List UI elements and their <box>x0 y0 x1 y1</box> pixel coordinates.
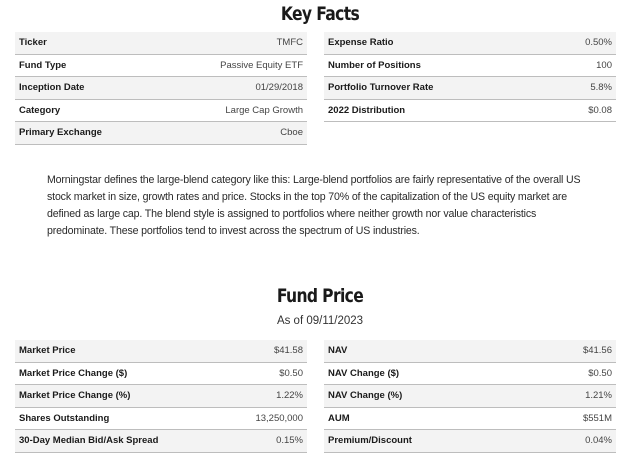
row-label: Number of Positions <box>328 59 421 71</box>
row-label: Premium/Discount <box>328 435 412 447</box>
row-label: AUM <box>328 412 350 424</box>
row-value: 5.8% <box>590 82 612 94</box>
row-label: Portfolio Turnover Rate <box>328 82 434 94</box>
table-row <box>15 363 307 386</box>
table-row <box>324 363 616 386</box>
table-row <box>15 122 307 145</box>
row-label: Fund Type <box>19 59 67 71</box>
row-label: Market Price Change (%) <box>19 390 131 402</box>
table-row <box>15 55 307 78</box>
row-value: 0.04% <box>585 435 612 447</box>
table-row <box>324 32 616 55</box>
table-row <box>15 100 307 123</box>
key-facts-right-table <box>324 32 616 122</box>
row-value: Large Cap Growth <box>225 104 303 116</box>
row-value: $0.50 <box>279 367 303 379</box>
row-value: $0.50 <box>588 367 612 379</box>
fund-price-title: Fund Price <box>276 285 364 307</box>
table-row <box>15 340 307 363</box>
table-row <box>15 408 307 431</box>
row-value: Cboe <box>280 127 303 139</box>
row-label: Inception Date <box>19 82 85 94</box>
row-label: Shares Outstanding <box>19 412 110 424</box>
row-label: NAV <box>328 345 348 357</box>
row-value: $41.56 <box>582 345 612 357</box>
table-row <box>324 55 616 78</box>
row-label: 2022 Distribution <box>328 104 406 116</box>
row-value: 1.21% <box>585 390 612 402</box>
table-row <box>324 77 616 100</box>
table-row <box>324 430 616 453</box>
row-value: $41.58 <box>273 345 303 357</box>
row-value: 0.15% <box>276 435 303 447</box>
row-label: Expense Ratio <box>328 37 394 49</box>
table-row <box>324 408 616 431</box>
row-value: 0.50% <box>585 37 612 49</box>
row-value: 100 <box>596 59 612 71</box>
row-label: NAV Change ($) <box>328 367 400 379</box>
as-of-date: As of 09/11/2023 <box>276 315 364 327</box>
row-label: Market Price Change ($) <box>19 367 128 379</box>
row-label: Category <box>19 104 61 116</box>
row-value: 13,250,000 <box>255 412 303 424</box>
row-label: Ticker <box>19 37 47 49</box>
fund-price-left-table <box>15 340 307 453</box>
table-row <box>15 32 307 55</box>
table-row <box>324 340 616 363</box>
key-facts-title: Key Facts <box>280 3 360 25</box>
fund-price-right-table <box>324 340 616 453</box>
table-row <box>324 385 616 408</box>
table-row <box>324 100 616 123</box>
row-label: Market Price <box>19 345 76 357</box>
row-value: 01/29/2018 <box>255 82 303 94</box>
row-value: 1.22% <box>276 390 303 402</box>
row-value: TMFC <box>276 37 303 49</box>
table-row <box>15 385 307 408</box>
row-label: Primary Exchange <box>19 127 102 139</box>
table-row <box>15 430 307 453</box>
row-value: $0.08 <box>588 104 612 116</box>
category-description: Morningstar defines the large-blend category like this: Large-blend portfolios are fairly representative of the overall US stock market in size, growth rates and price. Stocks in the top 70% of the capitalization of the US equity market are defined as large cap. The blend style is assigned to portfolios where neither growth nor value characteristics predominate. These portfolios tend to invest across the spectrum of US industries. <box>47 174 581 237</box>
row-label: 30-Day Median Bid/Ask Spread <box>19 435 159 447</box>
row-value: $551M <box>582 412 612 424</box>
row-value: Passive Equity ETF <box>220 59 303 71</box>
table-row <box>15 77 307 100</box>
key-facts-left-table <box>15 32 307 145</box>
row-label: NAV Change (%) <box>328 390 403 402</box>
